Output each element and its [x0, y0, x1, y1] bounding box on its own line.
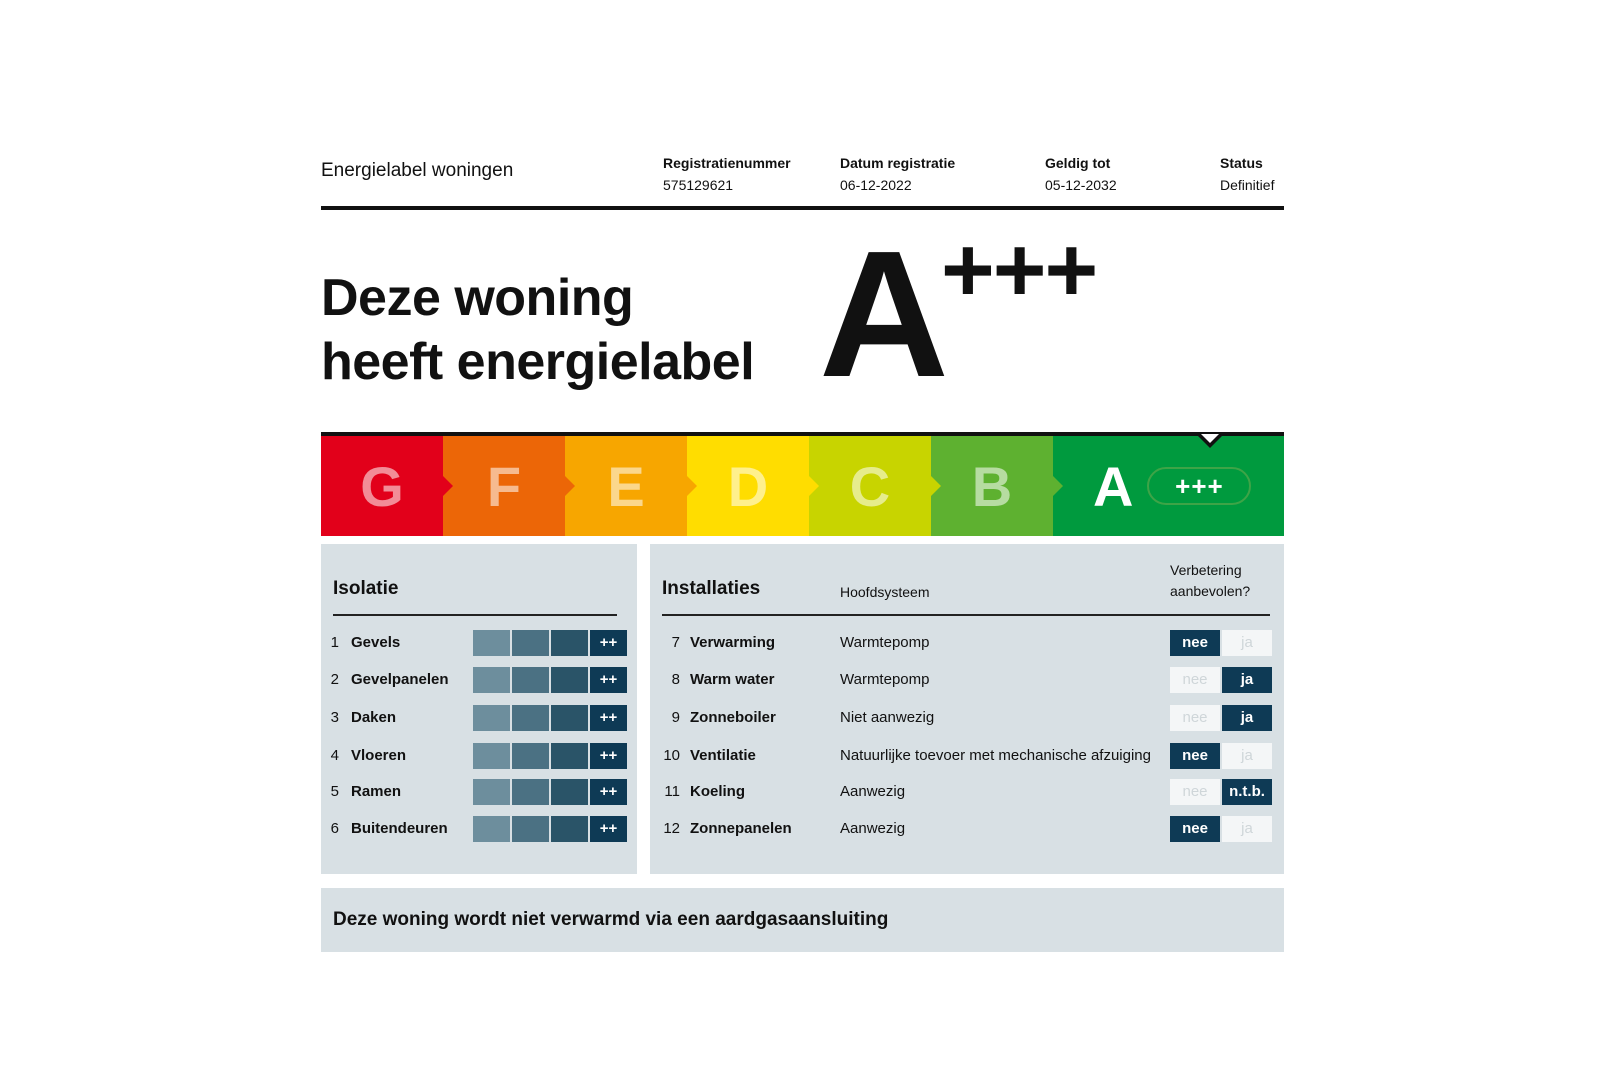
scale-segment-d: [687, 436, 809, 536]
row-label: Vloeren: [351, 747, 407, 764]
meta-value: 06-12-2022: [840, 177, 912, 193]
toggle-nee: nee: [1170, 705, 1220, 731]
hoofdsysteem-header: Hoofdsysteem: [840, 584, 930, 600]
rating-cell: [551, 743, 588, 769]
rating-bar: [473, 743, 627, 769]
rating-cell: [551, 779, 588, 805]
rating-cell: [551, 630, 588, 656]
scale-arrow-icon: [565, 476, 575, 496]
energy-label-plus: +++: [941, 219, 1097, 321]
gas-notice: [321, 888, 1284, 952]
row-system: Warmtepomp: [840, 671, 930, 688]
isolatie-row: [321, 630, 637, 656]
toggle-nee: nee: [1170, 816, 1220, 842]
row-number: 4: [330, 747, 339, 764]
row-label: Koeling: [690, 783, 745, 800]
scale-arrow-icon: [687, 476, 697, 496]
headline-line-1: Deze woning: [321, 269, 634, 327]
meta-value: 575129621: [663, 177, 734, 193]
row-label: Buitendeuren: [351, 820, 448, 837]
toggle-nee: nee: [1170, 743, 1220, 769]
scale-segment-g: [321, 436, 443, 536]
row-system: Aanwezig: [840, 820, 906, 837]
geldig-tot-field: [1045, 152, 1117, 196]
scale-bar: [321, 436, 1284, 536]
row-number: 8: [671, 671, 680, 688]
scale-plus-pill: +++: [1147, 467, 1251, 505]
toggle-ja: n.t.b.: [1222, 779, 1272, 805]
rating-cell: [473, 743, 510, 769]
toggle-ja: ja: [1222, 630, 1272, 656]
row-label: Ventilatie: [690, 747, 756, 764]
toggle-ja: ja: [1222, 705, 1272, 731]
rating-value: ++: [590, 779, 627, 805]
installatie-row: [650, 816, 1284, 842]
pointer-inner: [1201, 434, 1219, 443]
rating-value: ++: [590, 667, 627, 693]
installatie-row: [650, 630, 1284, 656]
rating-cell: [473, 705, 510, 731]
rating-bar: [473, 816, 627, 842]
row-number: 12: [663, 820, 680, 837]
rating-bar: [473, 630, 627, 656]
rating-cell: [551, 705, 588, 731]
rating-value: ++: [590, 705, 627, 731]
registratienummer-field: [663, 152, 791, 196]
isolatie-row: [321, 743, 637, 769]
headline-line-2: heeft energielabel: [321, 333, 755, 391]
scale-letter: G: [360, 454, 404, 518]
rating-cell: [473, 667, 510, 693]
row-number: 6: [330, 820, 339, 837]
toggle-ja: ja: [1222, 667, 1272, 693]
row-label: Zonneboiler: [690, 709, 776, 726]
row-label: Verwarming: [690, 634, 776, 651]
row-label: Warm water: [690, 671, 775, 688]
scale-letter: D: [727, 454, 769, 518]
toggle-ja: ja: [1222, 743, 1272, 769]
rating-value: ++: [590, 816, 627, 842]
verbetering-header: [1170, 560, 1250, 602]
row-system: Natuurlijke toevoer met mechanische afzuiging: [840, 747, 1151, 764]
row-label: Daken: [351, 709, 397, 726]
meta-key: Registratienummer: [663, 155, 791, 171]
rating-cell: [473, 816, 510, 842]
row-number: 9: [671, 709, 680, 726]
row-label: Zonnepanelen: [690, 820, 792, 837]
rating-bar: [473, 705, 627, 731]
scale-arrow-icon: [931, 476, 941, 496]
row-system: Aanwezig: [840, 783, 906, 800]
improvement-toggle: [1170, 667, 1272, 693]
scale-letter: A: [1093, 454, 1134, 518]
row-label: Ramen: [351, 783, 402, 800]
improvement-toggle: [1170, 705, 1272, 731]
toggle-ja: ja: [1222, 816, 1272, 842]
rating-value: ++: [590, 630, 627, 656]
rating-cell: [551, 816, 588, 842]
row-label: Gevels: [351, 634, 401, 651]
gas-notice-text: Deze woning wordt niet verwarmd via een aardgasaansluiting: [333, 909, 889, 930]
meta-value: Definitief: [1220, 177, 1275, 193]
isolatie-panel: [321, 544, 637, 874]
isolatie-row: [321, 816, 637, 842]
scale-arrow-icon: [1053, 476, 1063, 496]
rating-cell: [551, 667, 588, 693]
scale-segment-b: [931, 436, 1053, 536]
rating-cell: [473, 630, 510, 656]
row-number: 1: [330, 634, 339, 651]
headline: [321, 210, 1284, 432]
row-number: 7: [671, 634, 680, 651]
row-number: 11: [664, 783, 680, 800]
row-number: 10: [663, 747, 680, 764]
toggle-nee: nee: [1170, 630, 1220, 656]
isolatie-row: [321, 667, 637, 693]
meta-value: 05-12-2032: [1045, 177, 1117, 193]
rating-cell: [512, 743, 549, 769]
isolatie-row: [321, 779, 637, 805]
installatie-row: [650, 667, 1284, 693]
scale-segment-f: [443, 436, 565, 536]
energy-label-badge: [819, 214, 1097, 415]
scale-segment-e: [565, 436, 687, 536]
isolatie-row: [321, 705, 637, 731]
rating-cell: [512, 816, 549, 842]
rating-cell: [512, 667, 549, 693]
installaties-panel: [650, 544, 1284, 874]
rating-bar: [473, 779, 627, 805]
rating-value: ++: [590, 743, 627, 769]
toggle-nee: nee: [1170, 779, 1220, 805]
scale-segment-c: [809, 436, 931, 536]
rating-cell: [473, 779, 510, 805]
installaties-title: Installaties: [662, 578, 761, 599]
document-title: Energielabel woningen: [321, 160, 514, 181]
row-system: Warmtepomp: [840, 634, 930, 651]
rating-cell: [512, 705, 549, 731]
row-number: 3: [330, 709, 339, 726]
row-system: Niet aanwezig: [840, 709, 935, 726]
meta-key: Status: [1220, 155, 1263, 171]
row-label: Gevelpanelen: [351, 671, 449, 688]
installatie-row: [650, 705, 1284, 731]
scale-arrow-icon: [809, 476, 819, 496]
installatie-row: [650, 779, 1284, 805]
improvement-toggle: [1170, 816, 1272, 842]
verbetering-line-2: aanbevolen?: [1170, 583, 1251, 599]
installatie-row: [650, 743, 1284, 769]
energy-scale: [321, 432, 1284, 542]
document-header: [321, 140, 1284, 210]
row-number: 2: [330, 671, 339, 688]
isolatie-title: Isolatie: [333, 578, 399, 599]
improvement-toggle: [1170, 743, 1272, 769]
meta-key: Datum registratie: [840, 155, 956, 171]
scale-letter: F: [486, 454, 522, 518]
energielabel-document: [321, 140, 1284, 930]
isolatie-rule: [333, 614, 617, 616]
verbetering-line-1: Verbetering: [1170, 562, 1242, 578]
row-number: 5: [330, 783, 339, 800]
energy-label-letter: A: [819, 214, 949, 415]
improvement-toggle: [1170, 630, 1272, 656]
scale-letter: B: [971, 454, 1013, 518]
rating-cell: [512, 630, 549, 656]
scale-letter: C: [849, 454, 891, 518]
datum-registratie-field: [840, 152, 955, 196]
headline-text: [321, 266, 754, 394]
improvement-toggle: [1170, 779, 1272, 805]
details-panels: [321, 544, 1284, 874]
rating-cell: [512, 779, 549, 805]
scale-segment-a: [1053, 436, 1284, 536]
rating-bar: [473, 667, 627, 693]
scale-arrow-icon: [443, 476, 453, 496]
meta-key: Geldig tot: [1045, 155, 1111, 171]
scale-letter: E: [607, 454, 645, 518]
toggle-nee: nee: [1170, 667, 1220, 693]
installaties-rule: [662, 614, 1270, 616]
status-field: [1220, 152, 1274, 196]
